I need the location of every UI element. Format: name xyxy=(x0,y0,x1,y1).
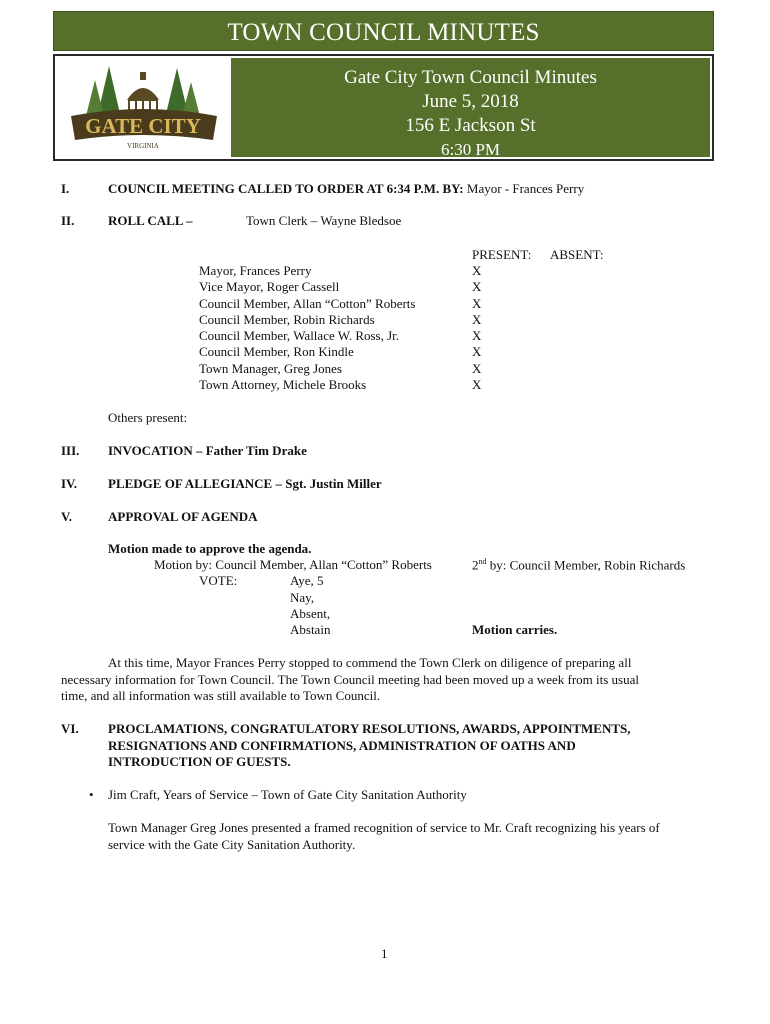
org-line: Gate City Town Council Minutes xyxy=(344,67,597,88)
section-6-title-line: INTRODUCTION OF GUESTS. xyxy=(108,754,291,769)
page-number: 1 xyxy=(381,946,388,961)
roll-member-name: Council Member, Wallace W. Ross, Jr. xyxy=(199,328,400,344)
guest-detail xyxy=(108,820,718,853)
guest-detail-line: Town Manager Greg Jones presented a framed recognition of service to Mr. Craft recognizing his years of xyxy=(108,820,660,835)
section-3-title: INVOCATION – Father Tim Drake xyxy=(108,443,307,458)
roll-member-name: Council Member, Robin Richards xyxy=(199,311,375,327)
agenda-second-by xyxy=(472,557,685,573)
present-mark: X xyxy=(472,328,482,344)
second-by-member: by: Council Member, Robin Richards xyxy=(486,557,686,573)
guest-detail-line: service with the Gate City Sanitation Authority. xyxy=(108,836,356,852)
vote-label: VOTE: xyxy=(199,573,238,588)
motion-result: Motion carries. xyxy=(472,622,558,637)
section-3-number: III. xyxy=(61,443,80,458)
second-ordinal: 2 xyxy=(472,557,479,573)
section-4-title: PLEDGE OF ALLEGIANCE – Sgt. Justin Miller xyxy=(108,476,382,491)
meeting-info-panel xyxy=(231,58,710,157)
header-box xyxy=(53,54,714,161)
present-mark: X xyxy=(472,360,482,376)
guest-item: Jim Craft, Years of Service – Town of Gate City Sanitation Authority xyxy=(108,787,467,802)
present-mark: X xyxy=(472,295,482,311)
vote-aye: Aye, 5 xyxy=(290,573,324,588)
others-present: Others present: xyxy=(108,410,188,425)
vote-absent: Absent, xyxy=(290,606,331,621)
roll-member-name: Town Attorney, Michele Brooks xyxy=(199,377,367,393)
commendation-paragraph xyxy=(61,655,701,705)
section-5-title: APPROVAL OF AGENDA xyxy=(108,509,258,524)
second-ordinal-suffix: nd xyxy=(478,557,487,566)
svg-text:GATE CITY: GATE CITY xyxy=(85,114,201,138)
agenda-motion-by: Motion by: Council Member, Allan “Cotton” Roberts xyxy=(154,557,432,572)
gate-city-logo-icon xyxy=(57,58,230,157)
section-6-title-line: RESIGNATIONS AND CONFIRMATIONS, ADMINISTRATION OF OATHS AND xyxy=(108,737,576,753)
vote-nay: Nay, xyxy=(290,590,315,605)
time-line: 6:30 PM xyxy=(440,140,501,159)
roll-call-present-marks xyxy=(472,263,481,393)
absent-header: ABSENT: xyxy=(550,247,604,262)
present-mark: X xyxy=(472,377,482,393)
section-6-title xyxy=(108,721,631,771)
section-4-number: IV. xyxy=(61,476,78,491)
present-mark: X xyxy=(472,344,482,360)
roll-member-name: Mayor, Frances Perry xyxy=(199,263,312,278)
present-mark: X xyxy=(472,279,482,295)
page-title: TOWN COUNCIL MINUTES xyxy=(227,19,540,46)
roll-call-names xyxy=(199,263,415,393)
roll-member-name: Council Member, Ron Kindle xyxy=(199,344,354,360)
section-1-number: I. xyxy=(61,181,70,196)
section-6-title-line: PROCLAMATIONS, CONGRATULATORY RESOLUTIONS, AWARDS, APPOINTMENTS, xyxy=(108,721,631,736)
page-title-banner xyxy=(53,11,714,51)
present-header: PRESENT: xyxy=(472,247,532,262)
roll-member-name: Vice Mayor, Roger Cassell xyxy=(199,279,340,295)
section-2-title: ROLL CALL – xyxy=(108,213,193,228)
section-5-number: V. xyxy=(61,509,72,524)
section-1-detail: Mayor - Frances Perry xyxy=(466,181,585,196)
agenda-motion-heading: Motion made to approve the agenda. xyxy=(108,541,312,556)
commendation-line: necessary information for Town Council. The Town Council meeting had been moved up a week from its usual xyxy=(61,671,639,687)
bullet-icon: • xyxy=(89,787,94,802)
commendation-line: time, and all information was still available to Town Council. xyxy=(61,688,381,703)
present-mark: X xyxy=(472,311,482,327)
commendation-line: At this time, Mayor Frances Perry stopped to commend the Town Clerk on diligence of preparing all xyxy=(108,655,632,670)
svg-text:VIRGINIA: VIRGINIA xyxy=(127,142,159,150)
roll-member-name: Town Manager, Greg Jones xyxy=(199,360,342,376)
address-line: 156 E Jackson St xyxy=(405,115,536,136)
section-1-heading: COUNCIL MEETING CALLED TO ORDER AT 6:34 P.M. BY: xyxy=(108,181,464,196)
date-line: June 5, 2018 xyxy=(422,91,519,112)
present-mark: X xyxy=(472,263,482,278)
town-clerk-line: Town Clerk – Wayne Bledsoe xyxy=(246,213,402,228)
section-2-number: II. xyxy=(61,213,75,228)
town-logo xyxy=(57,58,230,157)
vote-abstain: Abstain xyxy=(290,622,331,637)
section-6-number: VI. xyxy=(61,721,79,736)
roll-member-name: Council Member, Allan “Cotton” Roberts xyxy=(199,295,416,311)
section-1-title xyxy=(108,181,584,197)
